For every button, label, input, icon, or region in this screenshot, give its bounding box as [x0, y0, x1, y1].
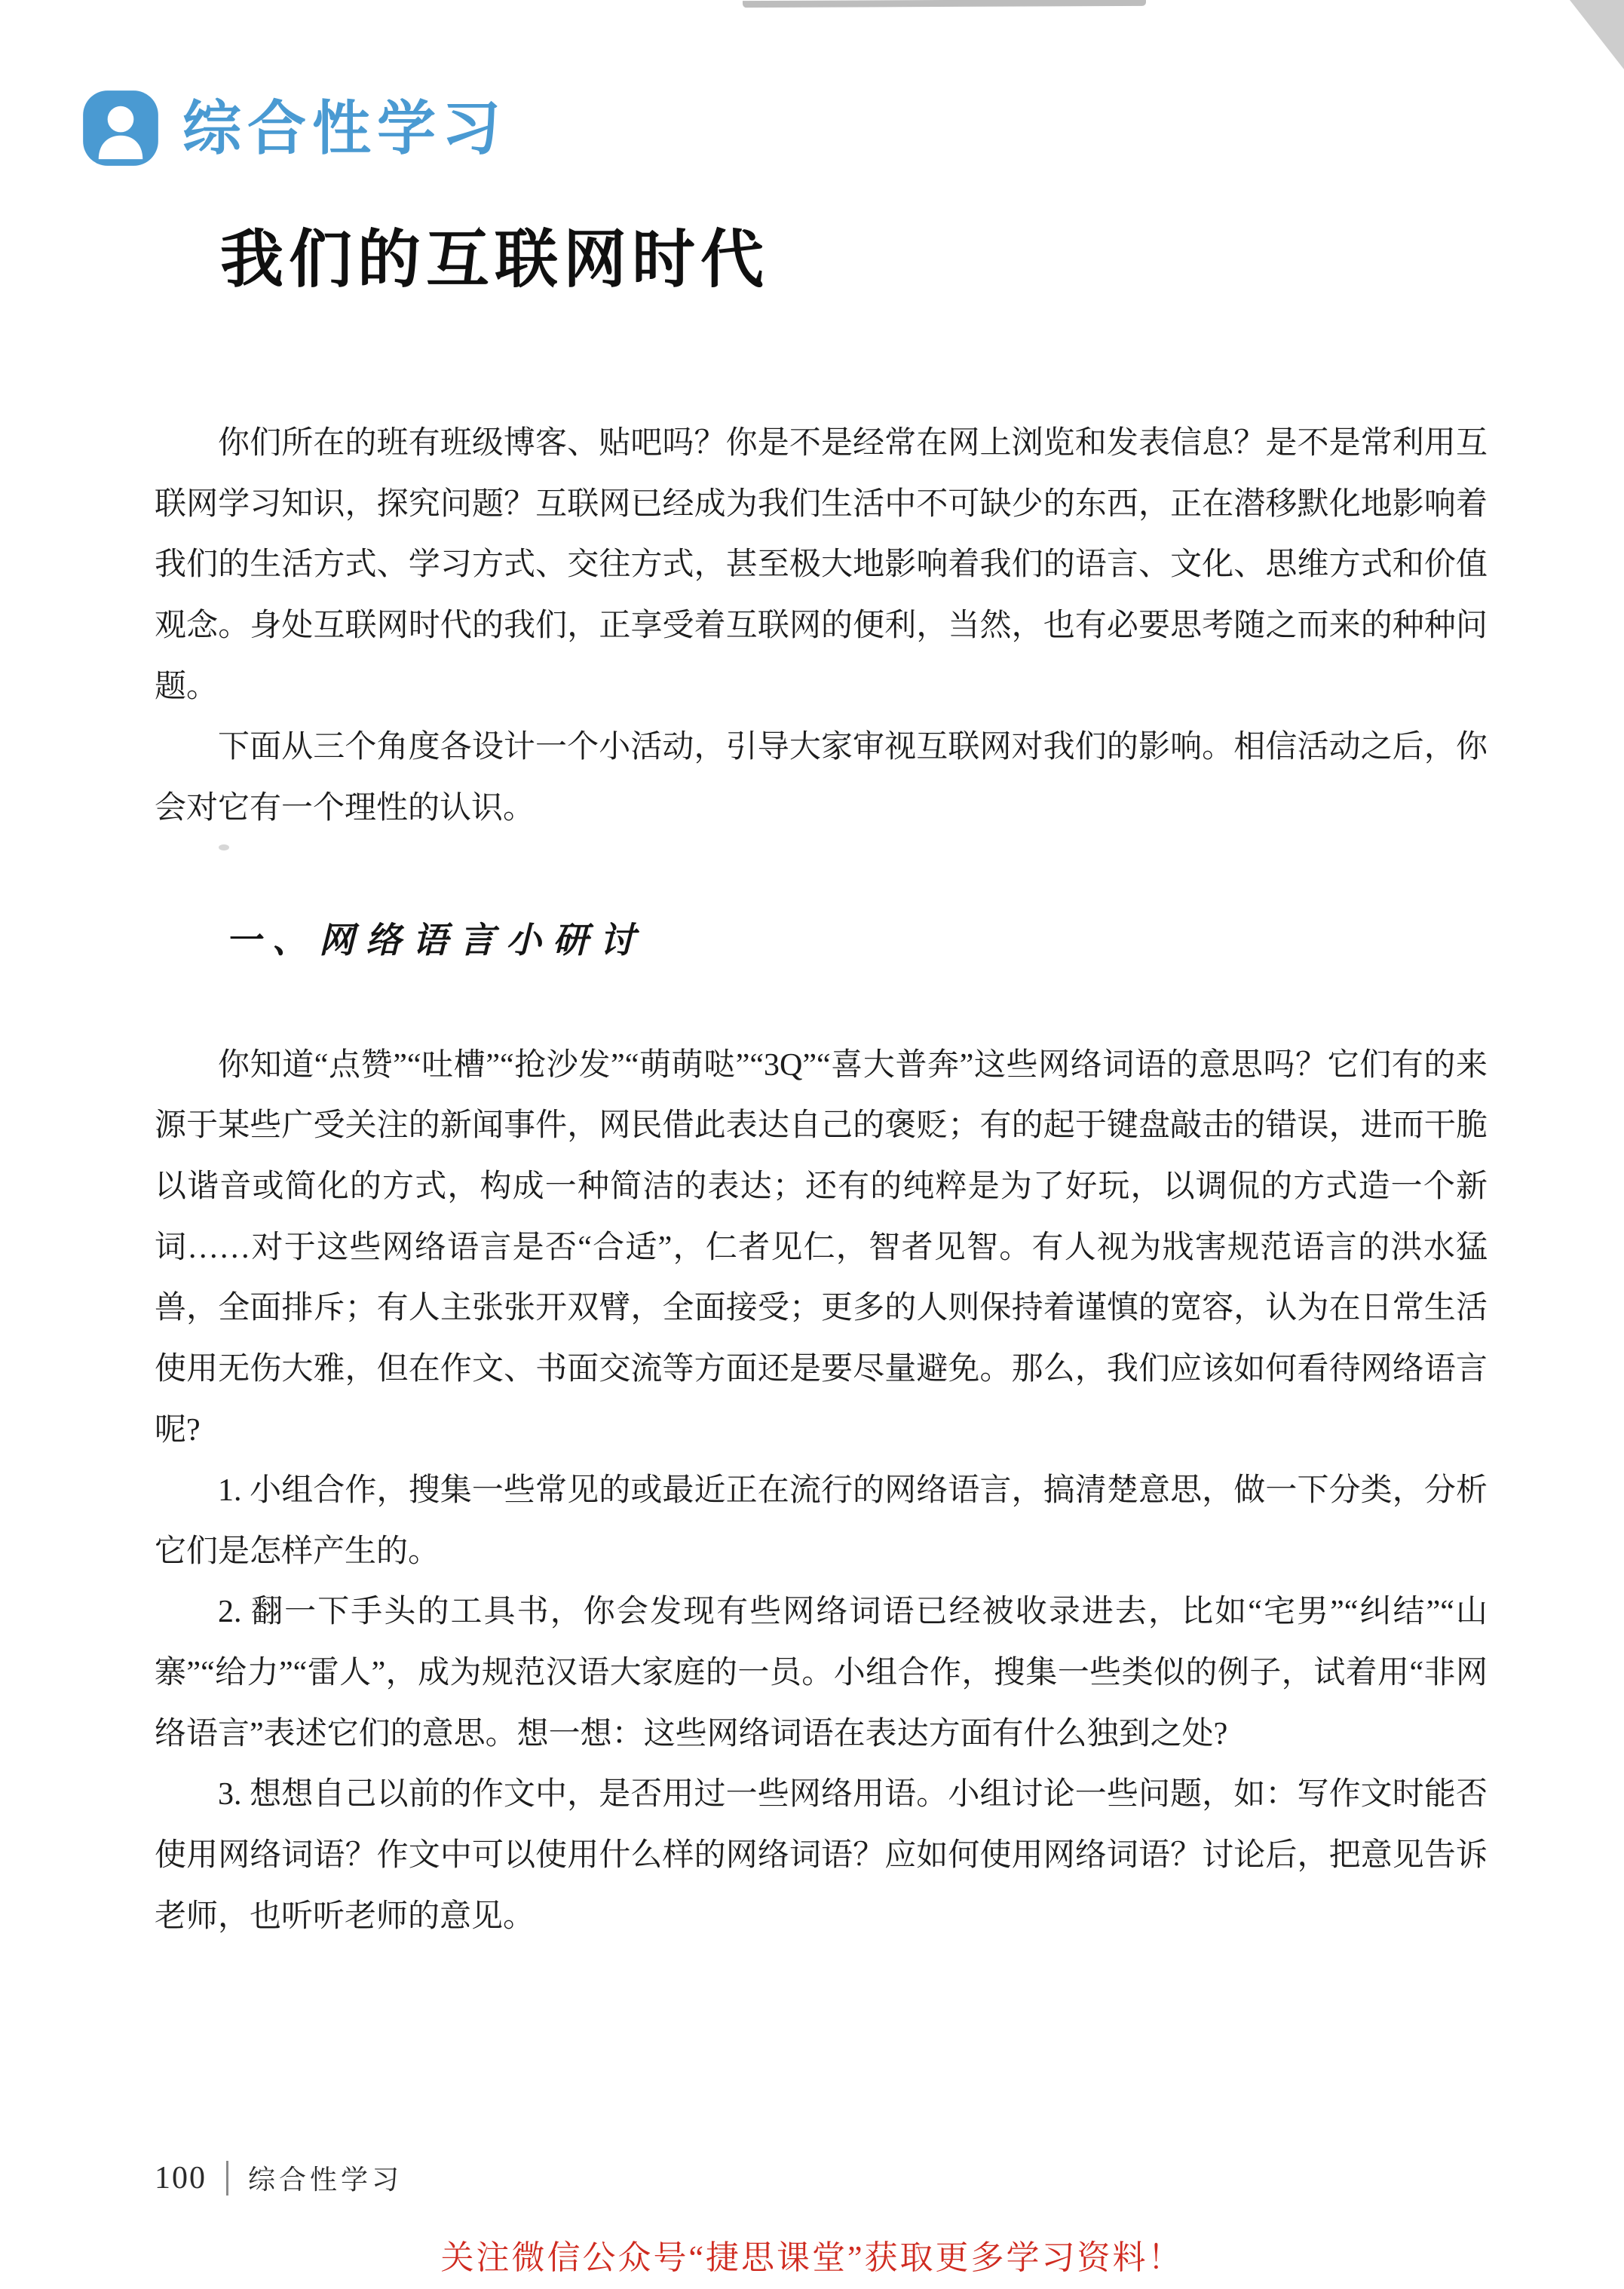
intro-paragraph-2: 下面从三个角度各设计一个小活动，引导大家审视互联网对我们的影响。相信活动之后，你会对它有一个理性的认识。 — [155, 730, 1488, 826]
scan-artifact-corner — [1570, 0, 1624, 69]
activity-item-2: 2. 翻一下手头的工具书，你会发现有些网络词语已经被收录进去，比如“宅男”“纠结”“山寨”“给力”“雷人”，成为规范汉语大家庭的一员。小组合作，搜集一些类似的例子，试着用“非网络语言”表述它们的意思。想一想：这些网络词语在表达方面有什么独到之处? — [155, 1595, 1488, 1751]
activity-item-1: 1. 小组合作，搜集一些常见的或最近正在流行的网络语言，搞清楚意思，做一下分类，分析它们是怎样产生的。 — [155, 1473, 1488, 1569]
scan-artifact-top — [743, 0, 1146, 8]
section-header — [81, 89, 507, 167]
page-number: 100 — [155, 2160, 207, 2196]
activity-body: 你知道“点赞”“吐槽”“抢沙发”“萌萌哒”“3Q”“喜大普奔”这些网络词语的意思吗？它们有的来源于某些广受关注的新闻事件，网民借此表达自己的褒贬；有的起于键盘敲击的错误，进而干脆以谐音或简化的方式，构成一种简洁的表达；还有的纯粹是为了好玩，以调侃的方式造一个新词……对于这些网络语言是否“合适”，仁者见仁，智者见智。有人视为戕害规范语言的洪水猛兽，全面排斥；有人主张张开双臂，全面接受；更多的人则保持着谨慎的宽容，认为在日常生活使用无伤大雅，但在作文、书面交流等方面还是要尽量避免。那么，我们应该如何看待网络语言呢? — [155, 1047, 1488, 1448]
page-footer — [155, 2159, 403, 2197]
activity-item-3: 3. 想想自己以前的作文中，是否用过一些网络用语。小组讨论一些问题，如：写作文时能否使用网络词语？作文中可以使用什么样的网络词语？应如何使用网络词语？讨论后，把意见告诉老师，也听听老师的意见。 — [155, 1777, 1488, 1934]
page-title: 我们的互联网时代 — [220, 225, 770, 296]
promo-text: 关注微信公众号“捷思课堂”获取更多学习资料！ — [440, 2239, 1184, 2276]
footer-divider — [226, 2161, 228, 2196]
person-icon — [81, 89, 160, 167]
footer-section-label: 综合性学习 — [248, 2165, 403, 2195]
activity-heading: 一、网络语言小研讨 — [225, 921, 646, 961]
intro-paragraph-1: 你们所在的班有班级博客、贴吧吗？你是不是经常在网上浏览和发表信息？是不是常利用互联网学习知识，探究问题？互联网已经成为我们生活中不可缺少的东西，正在潜移默化地影响着我们的生活方式、学习方式、交往方式，甚至极大地影响着我们的语言、文化、思维方式和价值观念。身处互联网时代的我们，正享受着互联网的便利，当然，也有必要思考随之而来的种种问题。 — [155, 426, 1488, 704]
body-text — [155, 413, 1488, 1947]
section-label: 综合性学习 — [182, 95, 507, 161]
